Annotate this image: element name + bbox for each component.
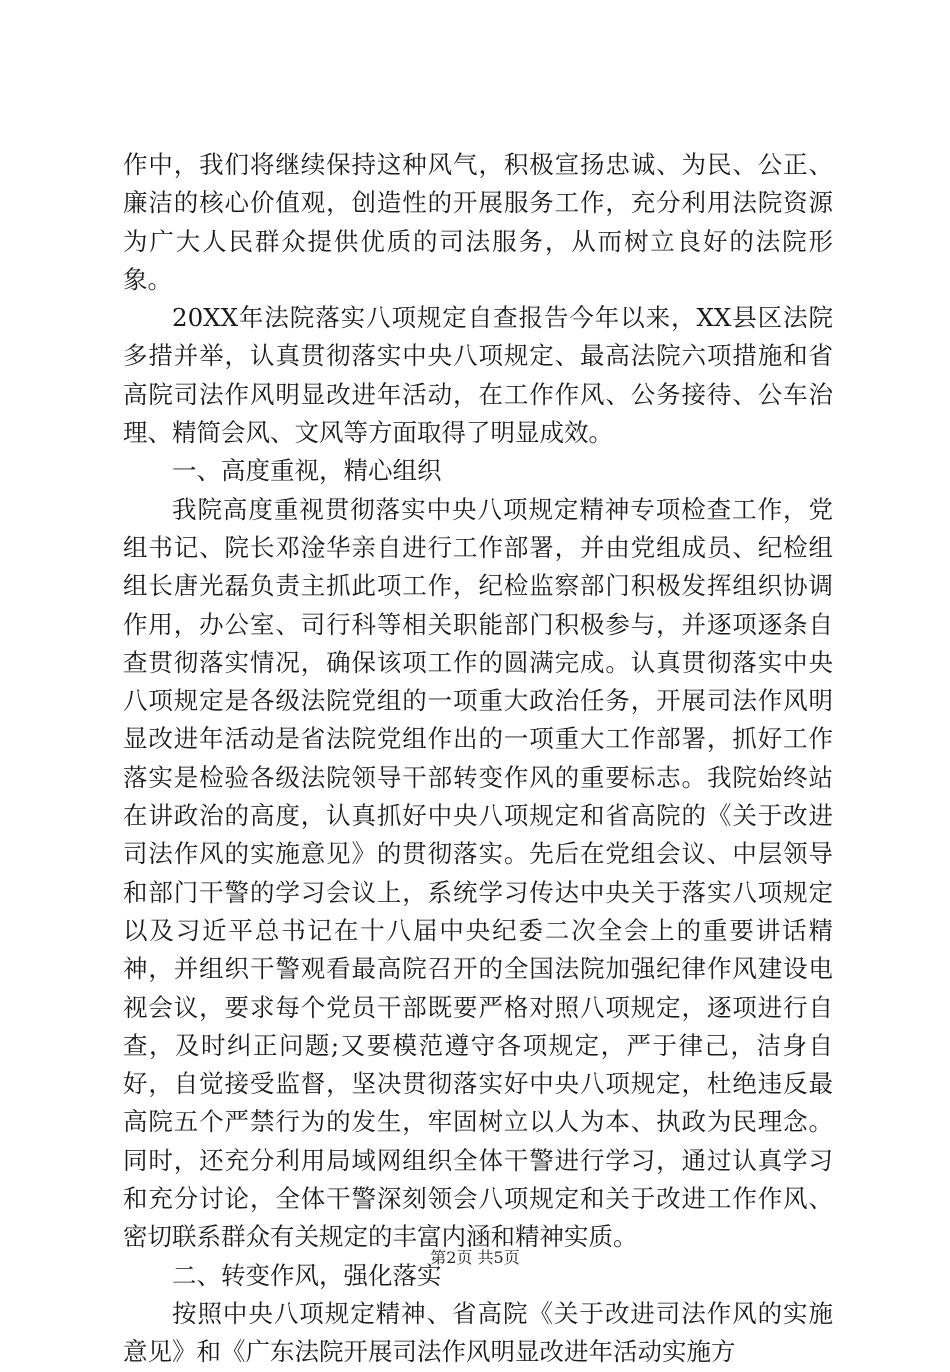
paragraph-section-1: 我院高度重视贯彻落实中央八项规定精神专项检查工作，党组书记、院长邓淦华亲自进行工作部署，并由党组成员、纪检组组长唐光磊负责主抓此项工作，纪检监察部门积极发挥组织协调作用，办公室、司行科等相关职能部门积极参与，并逐项逐条自查贯彻落实情况，确保该项工作的圆满完成。认真贯彻落实中央八项规定是各级法院党组的一项重大政治任务，开展司法作风明显改进年活动是省法院党组作出的一项重大工作部署，抓好工作落实是检验各级法院领导干部转变作风的重要标志。我院始终站在讲政治的高度，认真抓好中央八项规定和省高院的《关于改进司法作风的实施意见》的贯彻落实。先后在党组会议、中层领导和部门干警的学习会议上，系统学习传达中央关于落实八项规定以及习近平总书记在十八届中央纪委二次全会上的重要讲话精神，并组织干警观看最高院召开的全国法院加强纪律作风建设电视会议，要求每个党员干部既要严格对照八项规定，逐项进行自查，及时纠正问题;又要模范遵守各项规定，严于律己，洁身自好，自觉接受监督，坚决贯彻落实好中央八项规定，杜绝违反最高院五个严禁行为的发生，牢固树立以人为本、执政为民理念。同时，还充分利用局域网组织全体干警进行学习，通过认真学习和充分讨论，全体干警深刻领会八项规定和关于改进工作作风、密切联系群众有关规定的丰富内涵和精神实质。 xyxy=(123,494,833,1252)
paragraph-section-2: 按照中央八项规定精神、省高院《关于改进司法作风的实施意见》和《广东法院开展司法作风明显改进年活动实施方 xyxy=(123,1298,833,1367)
document-body xyxy=(123,146,833,1372)
page-footer: 第2页 共5页 xyxy=(430,1248,520,1267)
paragraph-report-intro: 20XX年法院落实八项规定自查报告今年以来，XX县区法院多措并举，认真贯彻落实中央八项规定、最高法院六项措施和省高院司法作风明显改进年活动，在工作作风、公务接待、公车治理、精简会风、文风等方面取得了明显成效。 xyxy=(123,303,833,448)
section-heading-2: 二、转变作风，强化落实 xyxy=(172,1260,442,1290)
paragraph-continuation: 作中，我们将继续保持这种风气，积极宣扬忠诚、为民、公正、廉洁的核心价值观，创造性的开展服务工作，充分利用法院资源为广大人民群众提供优质的司法服务，从而树立良好的法院形象。 xyxy=(123,150,833,294)
section-heading-1: 一、高度重视，精心组织 xyxy=(172,456,442,486)
